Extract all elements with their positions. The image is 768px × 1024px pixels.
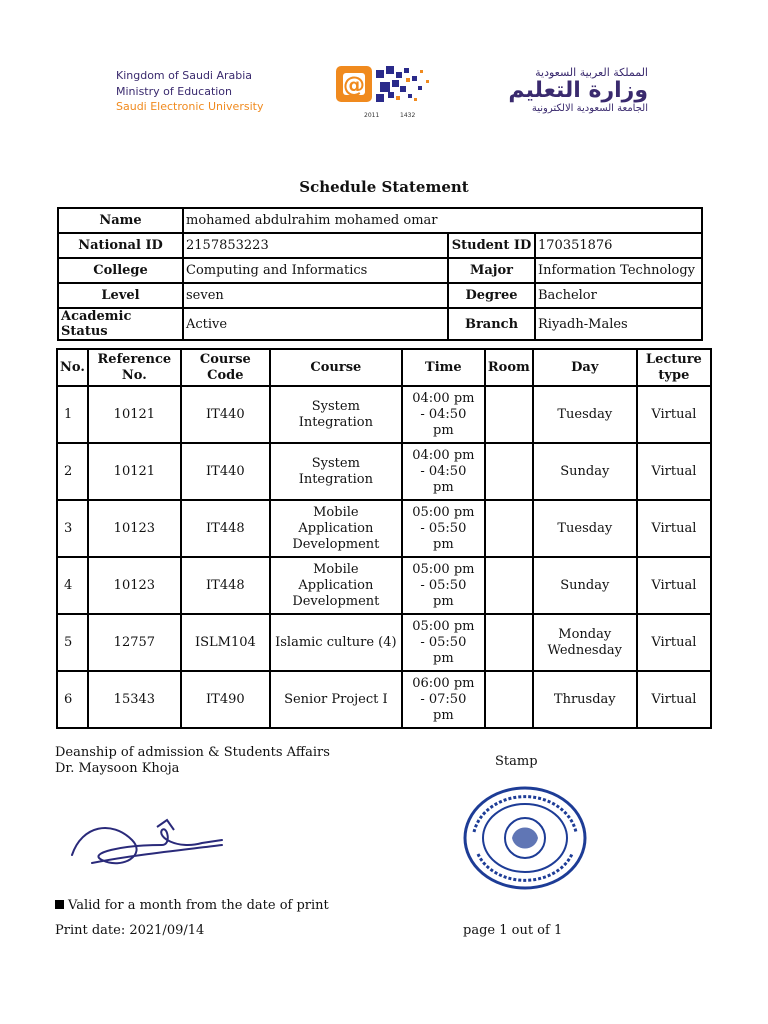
logo-year-hijri: 1432 (400, 112, 416, 119)
cell-course (270, 386, 402, 443)
table-row (57, 443, 711, 500)
col-course-header: Course (270, 349, 402, 386)
col-room-header: Room (485, 349, 533, 386)
seu-logo (334, 64, 444, 122)
cell-ref: 10121 (88, 443, 181, 500)
cell-time (402, 443, 485, 500)
cell-type: Virtual (637, 386, 711, 443)
page-number: page 1 out of 1 (463, 923, 563, 938)
ministry-text: Ministry of Education (116, 84, 233, 98)
cell-time-line: 04:00 pm (412, 447, 475, 463)
kingdom-text: Kingdom of Saudi Arabia (116, 69, 253, 82)
cell-ref: 10123 (88, 500, 181, 557)
cell-course-line: Development (292, 593, 380, 609)
cell-time-line: 05:00 pm (412, 561, 475, 577)
info-row-college (58, 258, 702, 283)
student-name: mohamed abdulrahim mohamed omar (183, 208, 702, 233)
cell-day (533, 614, 637, 671)
cell-room (485, 500, 533, 557)
cell-course-line: Integration (298, 414, 373, 430)
cell-room (485, 386, 533, 443)
cell-room (485, 614, 533, 671)
cell-code: ISLM104 (181, 614, 270, 671)
cell-day (533, 443, 637, 500)
cell-code: IT490 (181, 671, 270, 728)
status-value: Active (183, 308, 448, 340)
cell-ref: 12757 (88, 614, 181, 671)
cell-time-line: pm (433, 479, 454, 495)
deanship-block (55, 745, 330, 777)
cell-code: IT440 (181, 443, 270, 500)
code-header-line1: Course (199, 351, 251, 367)
cell-no: 5 (57, 614, 88, 671)
cell-time (402, 500, 485, 557)
cell-code: IT448 (181, 500, 270, 557)
cell-time (402, 386, 485, 443)
cell-time-line: 06:00 pm (412, 675, 475, 691)
cell-day-line: Wednesday (547, 642, 622, 658)
cell-no: 1 (57, 386, 88, 443)
stamp-label: Stamp (495, 754, 538, 769)
cell-course-line: System (311, 398, 360, 414)
schedule-header-row (57, 349, 711, 386)
col-code-header (181, 349, 270, 386)
cell-room (485, 671, 533, 728)
national-id-value: 2157853223 (183, 233, 448, 258)
cell-time-line: pm (433, 536, 454, 552)
cell-course (270, 614, 402, 671)
cell-time (402, 614, 485, 671)
cell-course-line: System (311, 455, 360, 471)
university-stamp (460, 784, 590, 892)
cell-time-line: - 04:50 (420, 406, 467, 422)
page-title: Schedule Statement (299, 178, 469, 196)
cell-time-line: 04:00 pm (412, 390, 475, 406)
col-day-header: Day (533, 349, 637, 386)
cell-type: Virtual (637, 557, 711, 614)
cell-day-line: Monday (558, 626, 612, 642)
college-label: College (58, 258, 183, 283)
cell-day-line: Tuesday (557, 406, 613, 422)
info-row-name (58, 208, 702, 233)
cell-day (533, 671, 637, 728)
degree-value: Bachelor (535, 283, 702, 308)
college-value: Computing and Informatics (183, 258, 448, 283)
cell-room (485, 443, 533, 500)
cell-time (402, 557, 485, 614)
type-header-line1: Lecture (645, 351, 702, 367)
cell-course-line: Development (292, 536, 380, 552)
validity-text: Valid for a month from the date of print (68, 898, 329, 913)
major-value: Information Technology (535, 258, 702, 283)
table-row (57, 614, 711, 671)
cell-no: 4 (57, 557, 88, 614)
cell-time-line: - 05:50 (420, 520, 467, 536)
cell-day-line: Thrusday (553, 691, 616, 707)
table-row (57, 671, 711, 728)
code-header-line2: Code (207, 367, 244, 383)
cell-code: IT440 (181, 386, 270, 443)
info-row-level (58, 283, 702, 308)
national-id-label: National ID (58, 233, 183, 258)
schedule-body (57, 386, 711, 728)
university-word-saudi: Saudi (116, 100, 147, 113)
cell-course-line: Mobile (313, 561, 359, 577)
schedule-table (56, 348, 712, 729)
cell-type: Virtual (637, 500, 711, 557)
university-word-electronic: Electronic (150, 100, 205, 113)
cell-course (270, 671, 402, 728)
signer-name: Dr. Maysoon Khoja (55, 761, 180, 776)
type-header-line2: type (658, 367, 690, 383)
cell-day (533, 386, 637, 443)
cell-time-line: - 05:50 (420, 634, 467, 650)
signature (62, 815, 232, 875)
cell-course (270, 443, 402, 500)
ref-header-line2: No. (121, 367, 147, 383)
square-bullet-icon (55, 900, 64, 909)
col-time-header: Time (402, 349, 485, 386)
cell-time-line: - 07:50 (420, 691, 467, 707)
col-ref-header (88, 349, 181, 386)
level-label: Level (58, 283, 183, 308)
table-row (57, 386, 711, 443)
cell-room (485, 557, 533, 614)
table-row (57, 500, 711, 557)
major-label: Major (448, 258, 535, 283)
table-row (57, 557, 711, 614)
cell-time-line: pm (433, 707, 454, 723)
university-text (116, 99, 263, 115)
cell-time-line: pm (433, 593, 454, 609)
branch-value: Riyadh-Males (535, 308, 702, 340)
cell-course (270, 557, 402, 614)
cell-ref: 15343 (88, 671, 181, 728)
cell-day-line: Sunday (560, 577, 610, 593)
university-arabic: الجامعة السعودية الالكترونية (531, 103, 648, 114)
validity-note (55, 898, 329, 914)
cell-course-line: Senior Project I (284, 691, 388, 707)
ministry-arabic-name: وزارة التعليم (508, 78, 648, 103)
cell-day-line: Sunday (560, 463, 610, 479)
info-row-status (58, 308, 702, 340)
cell-time-line: 05:00 pm (412, 618, 475, 634)
logo-year-gregorian: 2011 (364, 112, 380, 119)
cell-time-line: pm (433, 650, 454, 666)
cell-day (533, 500, 637, 557)
ministry-arabic (498, 66, 648, 114)
degree-label: Degree (448, 283, 535, 308)
cell-ref: 10123 (88, 557, 181, 614)
name-label: Name (58, 208, 183, 233)
university-word-university: University (207, 100, 264, 113)
student-info-table (57, 207, 703, 341)
cell-course-line: Islamic culture (4) (275, 634, 397, 650)
cell-course-line: Integration (298, 471, 373, 487)
cell-no: 6 (57, 671, 88, 728)
cell-day-line: Tuesday (557, 520, 613, 536)
cell-time-line: pm (433, 422, 454, 438)
col-type-header (637, 349, 711, 386)
ref-header-line1: Reference (97, 351, 172, 367)
student-id-value: 170351876 (535, 233, 702, 258)
col-no-header: No. (57, 349, 88, 386)
print-date: Print date: 2021/09/14 (55, 923, 205, 938)
cell-type: Virtual (637, 614, 711, 671)
cell-no: 2 (57, 443, 88, 500)
ministry-english (116, 68, 263, 115)
level-value: seven (183, 283, 448, 308)
deanship-text: Deanship of admission & Students Affairs (55, 745, 330, 760)
cell-no: 3 (57, 500, 88, 557)
cell-code: IT448 (181, 557, 270, 614)
cell-course-line: Application (298, 520, 374, 536)
status-label: Academic Status (58, 308, 183, 340)
cell-type: Virtual (637, 443, 711, 500)
cell-course-line: Mobile (313, 504, 359, 520)
branch-label: Branch (448, 308, 535, 340)
cell-time (402, 671, 485, 728)
kingdom-arabic: المملكة العربية السعودية (535, 66, 648, 79)
cell-time-line: - 05:50 (420, 577, 467, 593)
svg-text:@: @ (343, 73, 365, 98)
cell-course-line: Application (298, 577, 374, 593)
cell-course (270, 500, 402, 557)
cell-time-line: - 04:50 (420, 463, 467, 479)
cell-type: Virtual (637, 671, 711, 728)
cell-day (533, 557, 637, 614)
info-row-ids (58, 233, 702, 258)
student-id-label: Student ID (448, 233, 535, 258)
cell-ref: 10121 (88, 386, 181, 443)
cell-time-line: 05:00 pm (412, 504, 475, 520)
